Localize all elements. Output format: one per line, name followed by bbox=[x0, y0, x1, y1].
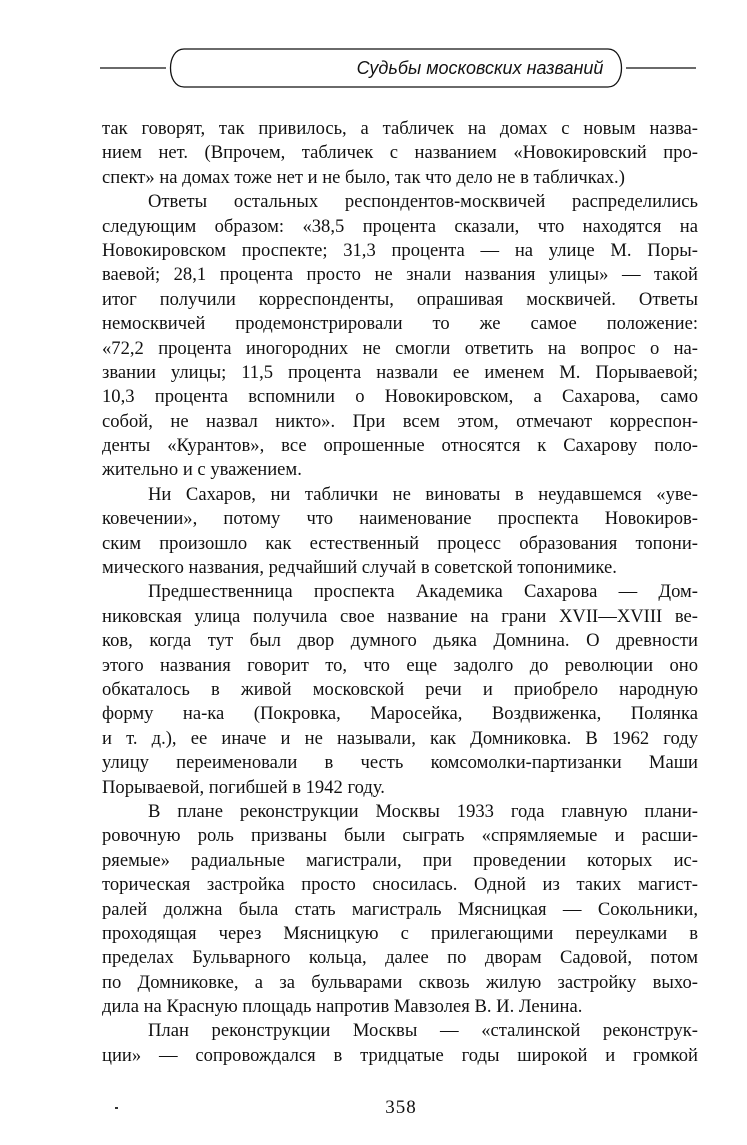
text-line: проходящая через Мясницкую с прилегающими переулками в bbox=[102, 922, 698, 944]
text-line: ряемые» радиальные магистрали, при проведении которых ис- bbox=[102, 849, 698, 871]
text-line: нием нет. (Впрочем, табличек с названием «Новокировский про- bbox=[102, 142, 698, 164]
text-line: «72,2 процента иногородних не смогли ответить на вопрос о на- bbox=[102, 337, 698, 359]
text-line: никовская улица получила свое название на грани XVII—XVIII ве- bbox=[102, 605, 698, 627]
text-line: спект» на домах тоже нет и не было, так что дело не в табличках.) bbox=[102, 166, 625, 188]
text-line: мического названия, редчайший случай в советской топонимике. bbox=[102, 557, 617, 579]
text-line: В плане реконструкции Москвы 1933 года главную плани- bbox=[148, 800, 698, 822]
text-line: торическая застройка просто сносилась. Одной из таких магист- bbox=[102, 874, 698, 896]
text-line: этого названия говорит то, что еще задолго до революции оно bbox=[102, 654, 698, 676]
text-line: немосквичей продемонстрировали то же самое положение: bbox=[102, 313, 698, 335]
text-line: так говорят, так привилось, а табличек на домах с новым назва- bbox=[102, 118, 698, 139]
text-line: Порываевой, погибшей в 1942 году. bbox=[102, 776, 385, 798]
text-line: ровочную роль призваны были сыграть «спрямляемые и расши- bbox=[102, 825, 698, 847]
text-line: ции» — сопровождался в тридцатые годы широкой и громкой bbox=[102, 1044, 698, 1066]
text-line: денты «Курантов», все опрошенные относятся к Сахарову поло- bbox=[102, 435, 698, 457]
text-line: форму на-ка (Покровка, Маросейка, Воздвиженка, Полянка bbox=[102, 703, 698, 725]
text-line: ским произошло как естественный процесс образования топони- bbox=[102, 532, 698, 554]
text-line: итог получили корреспонденты, опрашивая москвичей. Ответы bbox=[102, 288, 698, 310]
page-number: 358 bbox=[385, 1097, 417, 1118]
text-line: Ни Сахаров, ни таблички не виноваты в неудавшемся «уве- bbox=[148, 483, 698, 505]
text-line: по Домниковке, а за бульварами сквозь жилую застройку выхо- bbox=[102, 971, 698, 993]
text-line: Предшественница проспекта Академика Сахарова — Дом- bbox=[148, 581, 698, 603]
text-line: дила на Красную площадь напротив Мавзолея В. И. Ленина. bbox=[102, 996, 583, 1018]
text-line: следующим образом: «38,5 процента сказали, что находятся на bbox=[102, 215, 698, 237]
text-line: ваевой; 28,1 процента просто не знали названия улицы» — такой bbox=[102, 264, 698, 286]
print-speck bbox=[115, 1107, 118, 1109]
running-header bbox=[100, 48, 696, 88]
text-line: Новокировском проспекте; 31,3 процента — на улице М. Поры- bbox=[102, 239, 698, 261]
text-line: улицу переименовали в честь комсомолки-партизанки Маши bbox=[102, 752, 698, 774]
text-line: и т. д.), ее иначе и не называли, как Домниковка. В 1962 году bbox=[102, 727, 698, 749]
text-line: Ответы остальных респондентов-москвичей распределились bbox=[148, 191, 698, 213]
text-line: План реконструкции Москвы — «сталинской реконструк- bbox=[148, 1020, 698, 1042]
text-line: ков, когда тут был двор думного дьяка Домнина. О древности bbox=[102, 630, 698, 652]
text-line: 10,3 процента вспомнили о Новокировском, а Сахарова, само bbox=[102, 386, 698, 408]
text-line: обкаталось в живой московской речи и приобрело народную bbox=[102, 678, 698, 700]
text-line: звании улицы; 11,5 процента назвали ее именем М. Порываевой; bbox=[102, 361, 698, 383]
header-title: Судьбы московских названий bbox=[356, 58, 604, 78]
text-line: ралей должна была стать магистраль Мясницкая — Сокольники, bbox=[102, 898, 698, 920]
body-text bbox=[102, 117, 698, 1068]
text-line: пределах Бульварного кольца, далее по дворам Садовой, потом bbox=[102, 947, 698, 969]
text-line: ковечении», потому что наименование проспекта Новокиров- bbox=[102, 508, 698, 530]
text-line: собой, не назвал никто». При всем этом, отмечают корреспон- bbox=[102, 410, 698, 432]
text-line: жительно и с уважением. bbox=[102, 459, 302, 481]
